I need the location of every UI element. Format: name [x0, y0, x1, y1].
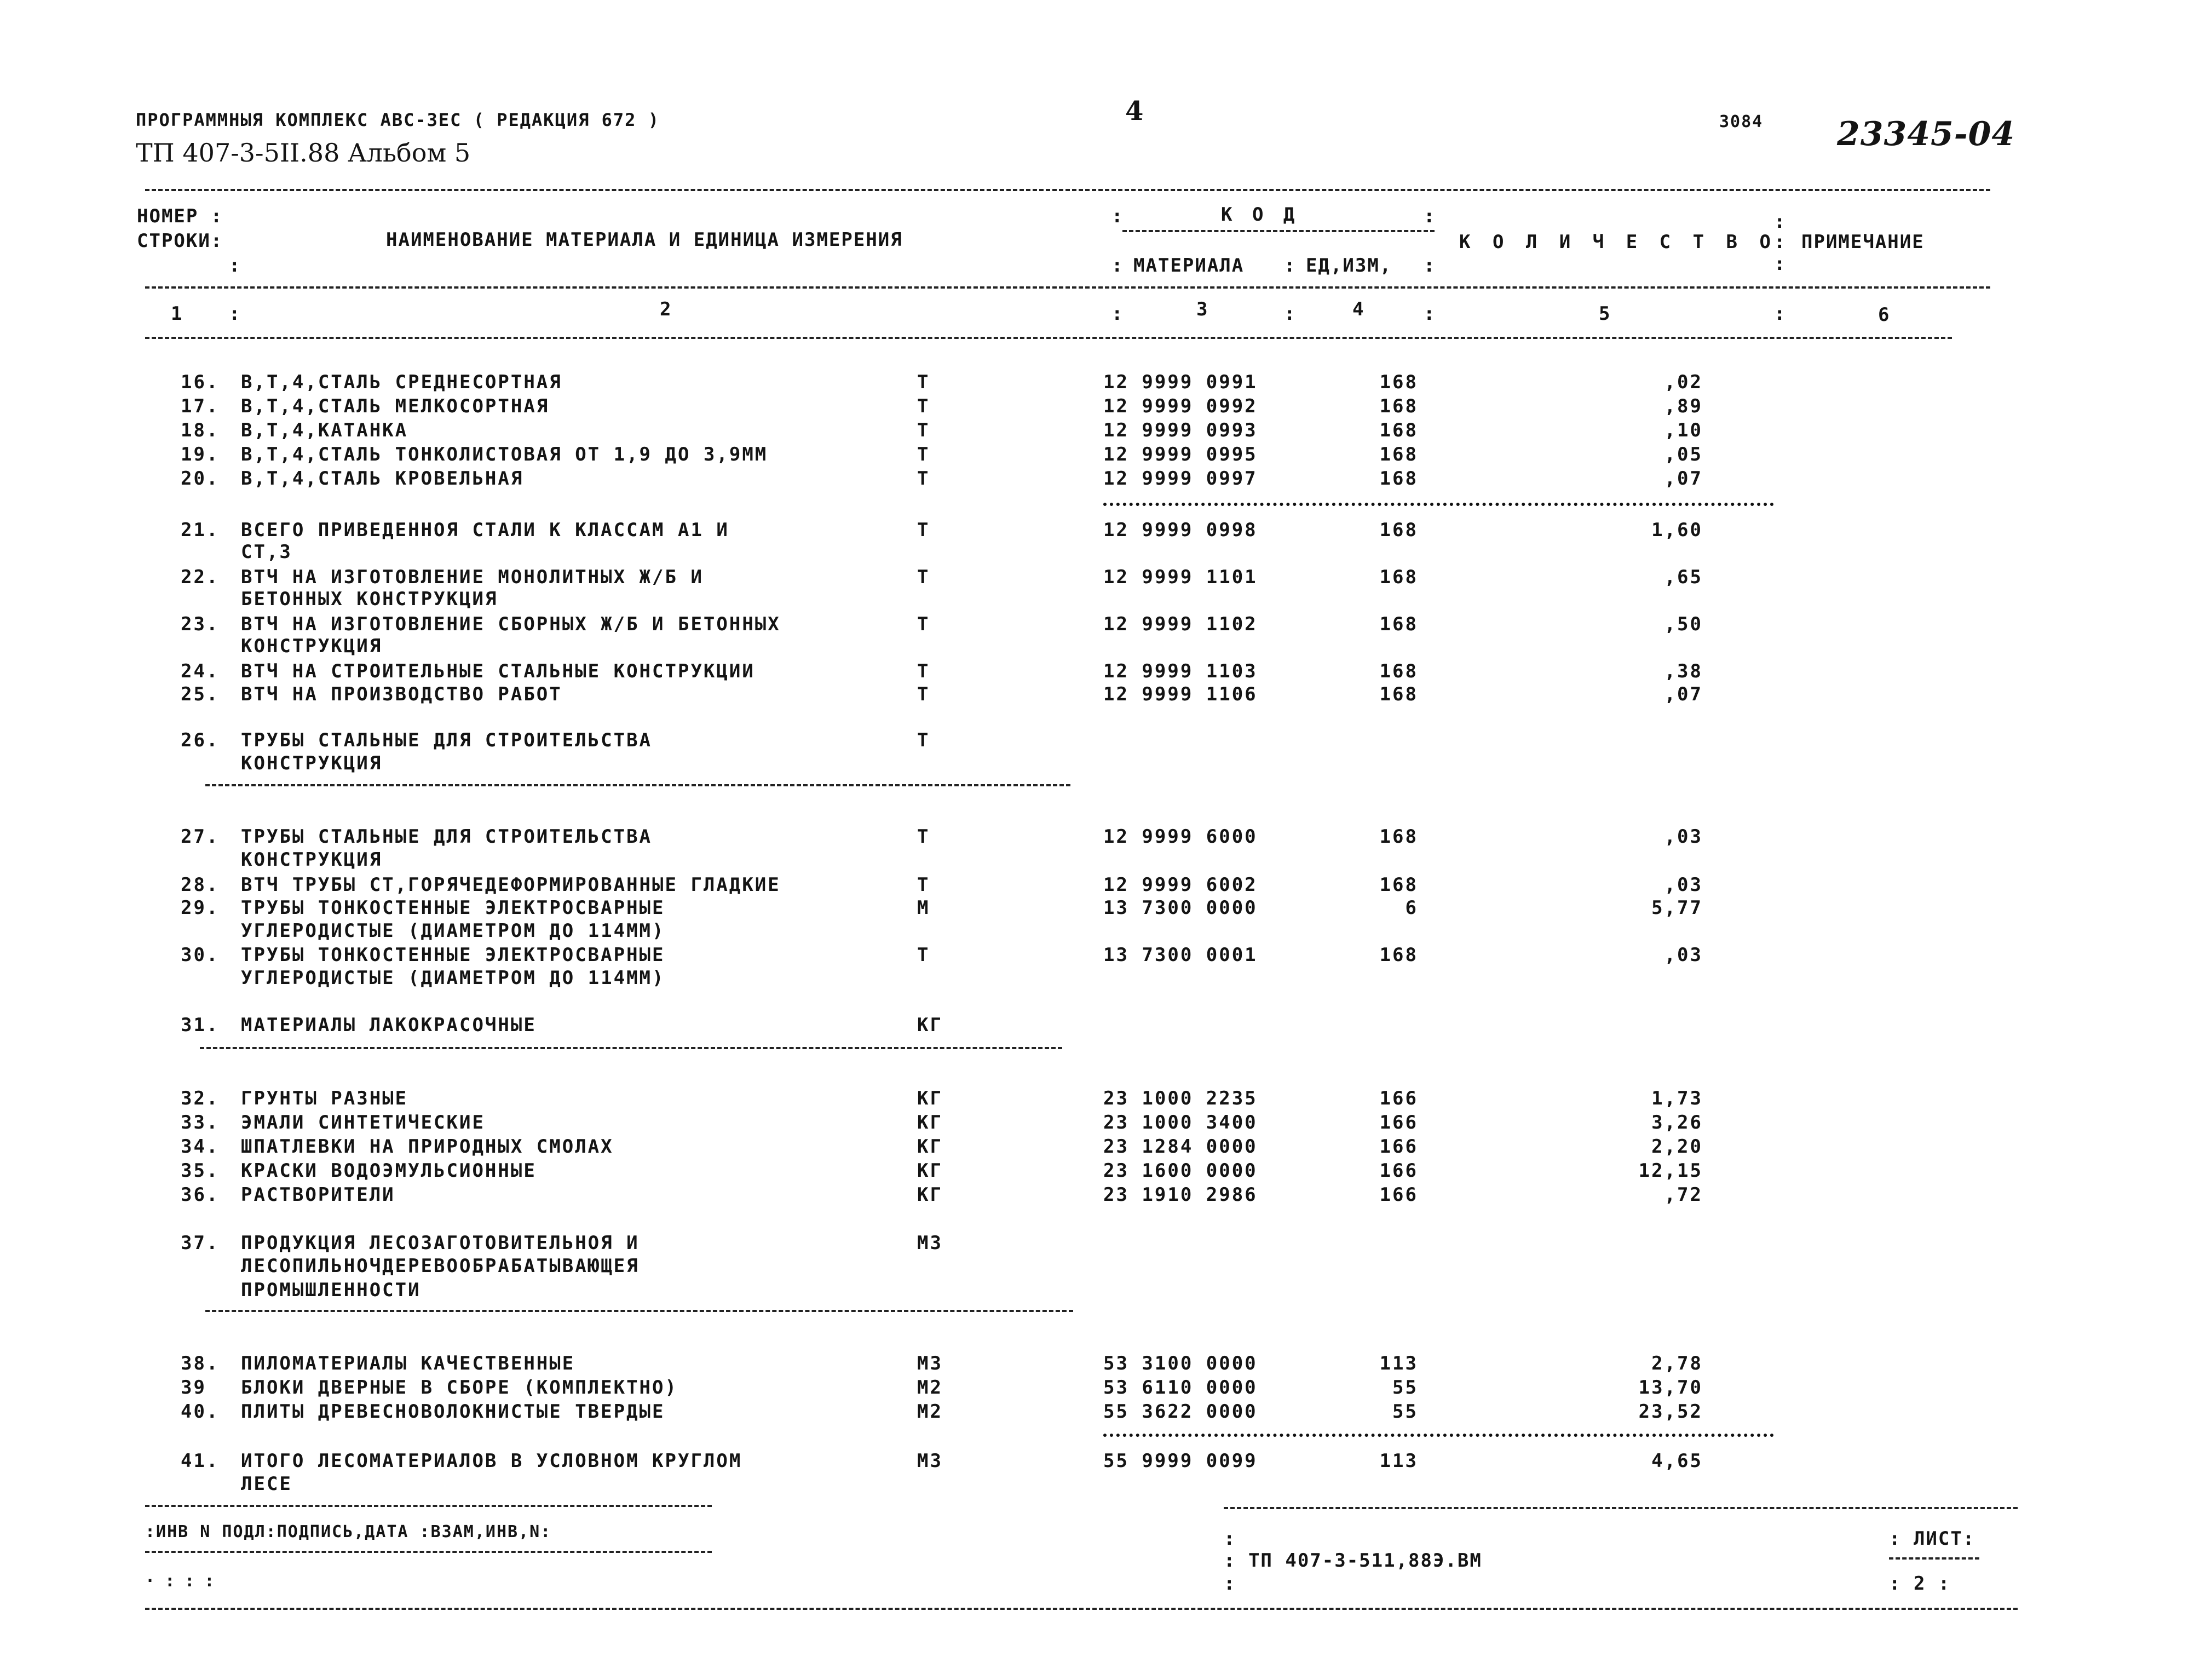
row-ea: 166 [1379, 1136, 1418, 1158]
table-row [0, 1184, 2206, 1208]
row-ea: 168 [1379, 874, 1418, 896]
table-row [0, 729, 2206, 753]
col-index-3: 3 [1196, 298, 1209, 320]
row-name: ВТЧ НА ИЗГОТОВЛЕНИЕ СБОРНЫХ Ж/Б И БЕТОННЫХ [241, 613, 781, 635]
row-name: БЛОКИ ДВЕРНЫЕ В СБОРЕ (КОМПЛЕКТНО) [241, 1377, 678, 1399]
col-sep-unit-right: : [1424, 255, 1436, 277]
row-number: 21. [181, 519, 220, 541]
row-number: 36. [181, 1184, 220, 1206]
footer-doc-code: : ТП 407-3-511,88Э.ВМ [1224, 1550, 1482, 1572]
table-row-continuation [0, 967, 2206, 991]
row-code: 12 9999 0991 [1103, 371, 1258, 393]
footer-sheet-label: : ЛИСТ: [1889, 1528, 1975, 1550]
row-unit: М [917, 897, 930, 919]
row-name: ВТЧ НА СТРОИТЕЛЬНЫЕ СТАЛЬНЫЕ КОНСТРУКЦИИ [241, 660, 755, 682]
row-number: 24. [181, 660, 220, 682]
row-ea: 55 [1392, 1377, 1418, 1399]
table-row [0, 371, 2206, 395]
row-ea: 113 [1379, 1450, 1418, 1472]
row-ea: 113 [1379, 1353, 1418, 1374]
table-row [0, 468, 2206, 492]
row-name: ПИЛОМАТЕРИАЛЫ КАЧЕСТВЕННЫЕ [241, 1353, 575, 1374]
col-sep-unit: : [1284, 255, 1297, 277]
table-row-continuation [0, 588, 2206, 612]
row-unit: Т [917, 566, 930, 588]
row-code: 23 1000 3400 [1103, 1112, 1258, 1134]
row-qty: 12,15 [1638, 1160, 1703, 1182]
col-index-2: 2 [660, 298, 672, 320]
row-qty: ,72 [1664, 1184, 1703, 1206]
footer-rule-left-mid [145, 1551, 712, 1553]
row-qty: 1,73 [1651, 1088, 1703, 1109]
table-row [0, 1353, 2206, 1377]
group-rule [205, 1310, 1073, 1312]
row-unit: М3 [917, 1353, 943, 1374]
row-unit: КГ [917, 1184, 943, 1206]
col-index-6: 6 [1878, 304, 1891, 326]
row-unit: Т [917, 660, 930, 682]
row-code: 53 6110 0000 [1103, 1377, 1258, 1399]
footer-rule-left-top [145, 1505, 712, 1507]
row-code: 55 3622 0000 [1103, 1401, 1258, 1423]
row-ea: 168 [1379, 683, 1418, 705]
table-row [0, 1014, 2206, 1038]
row-unit: Т [917, 874, 930, 896]
row-code: 12 9999 0992 [1103, 395, 1258, 417]
footer-rule-bottom [145, 1608, 2018, 1610]
row-number: 38. [181, 1353, 220, 1374]
row-number: 40. [181, 1401, 220, 1423]
row-unit: Т [917, 444, 930, 465]
row-qty: 5,77 [1651, 897, 1703, 919]
footer-rule-right-top [1224, 1507, 2018, 1509]
row-number: 18. [181, 419, 220, 441]
row-code: 12 9999 0995 [1103, 444, 1258, 465]
row-qty: 13,70 [1638, 1377, 1703, 1399]
row-qty: ,10 [1664, 419, 1703, 441]
header-top-rule [145, 189, 1990, 191]
album-title: ТП 407-3-5II.88 Альбом 5 [136, 138, 471, 168]
table-row [0, 613, 2206, 637]
col-sep-note-1: : [1774, 211, 1787, 233]
row-code: 12 9999 1106 [1103, 683, 1258, 705]
row-name-continuation: КОНСТРУКЦИЯ [241, 752, 383, 774]
row-ea: 168 [1379, 444, 1418, 465]
footer-sheet-number: : 2 : [1889, 1573, 1951, 1595]
row-code: 12 9999 1101 [1103, 566, 1258, 588]
table-row [0, 1377, 2206, 1401]
table-row [0, 444, 2206, 468]
row-qty: ,38 [1664, 660, 1703, 682]
row-qty: 1,60 [1651, 519, 1703, 541]
footer-sep: : [1224, 1528, 1236, 1550]
row-name: ВТЧ ТРУБЫ СТ,ГОРЯЧЕДЕФОРМИРОВАННЫЕ ГЛАДКИЕ [241, 874, 781, 896]
table-row [0, 944, 2206, 968]
doc-id: 3084 [1719, 112, 1764, 131]
row-name: В,Т,4,СТАЛЬ МЕЛКОСОРТНАЯ [241, 395, 550, 417]
row-number: 22. [181, 566, 220, 588]
table-row-continuation [0, 1279, 2206, 1303]
col-code-label: К О Д [1221, 204, 1299, 226]
row-unit: Т [917, 683, 930, 705]
row-qty: 4,65 [1651, 1450, 1703, 1472]
row-code: 23 1600 0000 [1103, 1160, 1258, 1182]
row-unit: М2 [917, 1377, 943, 1399]
row-name: ВТЧ НА ИЗГОТОВЛЕНИЕ МОНОЛИТНЫХ Ж/Б И [241, 566, 704, 588]
row-name: В,Т,4,СТАЛЬ КРОВЕЛЬНАЯ [241, 468, 524, 490]
col-index-4: 4 [1352, 298, 1365, 320]
row-ea: 168 [1379, 371, 1418, 393]
table-row [0, 395, 2206, 419]
table-row [0, 1088, 2206, 1112]
row-code: 13 7300 0000 [1103, 897, 1258, 919]
table-row-continuation [0, 1255, 2206, 1279]
row-ea: 168 [1379, 826, 1418, 848]
row-name: ТРУБЫ СТАЛЬНЫЕ ДЛЯ СТРОИТЕЛЬСТВА [241, 729, 653, 751]
row-ea: 166 [1379, 1184, 1418, 1206]
row-name: РАСТВОРИТЕЛИ [241, 1184, 395, 1206]
table-row-continuation [0, 752, 2206, 776]
row-number: 30. [181, 944, 220, 966]
col-index-sep-5: : [1774, 303, 1787, 325]
row-name: ТРУБЫ ТОНКОСТЕННЫЕ ЭЛЕКТРОСВАРНЫЕ [241, 944, 665, 966]
row-name-continuation: УГЛЕРОДИСТЫЕ (ДИАМЕТРОМ ДО 114ММ) [241, 920, 665, 942]
row-qty: ,03 [1664, 826, 1703, 848]
col-index-sep-1: : [229, 303, 241, 325]
row-number: 26. [181, 729, 220, 751]
table-row [0, 1136, 2206, 1160]
row-name: МАТЕРИАЛЫ ЛАКОКРАСОЧНЫЕ [241, 1014, 537, 1036]
row-number: 28. [181, 874, 220, 896]
row-number: 17. [181, 395, 220, 417]
row-name: ПРОДУКЦИЯ ЛЕСОЗАГОТОВИТЕЛЬНОЯ И [241, 1232, 640, 1254]
table-row [0, 826, 2206, 850]
col-index-5: 5 [1599, 303, 1611, 325]
row-code: 13 7300 0001 [1103, 944, 1258, 966]
table-row [0, 1112, 2206, 1136]
row-unit: М3 [917, 1450, 943, 1472]
header-bottom-rule [145, 337, 1952, 339]
row-qty: ,03 [1664, 944, 1703, 966]
col-index-sep-2: : [1111, 303, 1124, 325]
row-name-continuation: УГЛЕРОДИСТЫЕ (ДИАМЕТРОМ ДО 114ММ) [241, 967, 665, 989]
col-num-label-2: СТРОКИ: [137, 230, 223, 252]
row-name: ВСЕГО ПРИВЕДЕННОЯ СТАЛИ К КЛАССАМ А1 И [241, 519, 729, 541]
program-title: ПРОГРАММНЫЯ КОМПЛЕКС АВС-ЗЕС ( РЕДАКЦИЯ 672 ) [136, 110, 660, 130]
row-unit: Т [917, 613, 930, 635]
row-unit: КГ [917, 1160, 943, 1182]
row-number: 37. [181, 1232, 220, 1254]
row-unit: Т [917, 519, 930, 541]
row-ea: 55 [1392, 1401, 1418, 1423]
table-row [0, 897, 2206, 921]
row-unit: М3 [917, 1232, 943, 1254]
row-ea: 168 [1379, 944, 1418, 966]
table-row-continuation [0, 635, 2206, 659]
row-name-continuation: ЛЕСЕ [241, 1473, 292, 1495]
row-unit: Т [917, 944, 930, 966]
header-mid-rule [145, 286, 1990, 289]
row-number: 33. [181, 1112, 220, 1134]
row-number: 20. [181, 468, 220, 490]
table-row [0, 1450, 2206, 1474]
row-unit: Т [917, 419, 930, 441]
footer-signature-labels: :ИНВ N ПОДЛ:ПОДПИСЬ,ДАТА :ВЗАМ,ИНВ,N: [145, 1522, 552, 1541]
row-unit: Т [917, 826, 930, 848]
row-code: 12 9999 1102 [1103, 613, 1258, 635]
row-name: ТРУБЫ ТОНКОСТЕННЫЕ ЭЛЕКТРОСВАРНЫЕ [241, 897, 665, 919]
row-number: 16. [181, 371, 220, 393]
row-unit: Т [917, 468, 930, 490]
row-name-continuation: ЛЕСОПИЛЬНОЧДЕРЕВООБРАБАТЫВАЮЩЕЯ [241, 1255, 640, 1277]
row-ea: 166 [1379, 1112, 1418, 1134]
footer-sep-2: : [1224, 1573, 1236, 1595]
footer-signature-cells: · : : : [145, 1572, 215, 1591]
col-sep-note-2: : [1774, 231, 1787, 253]
row-name: ПЛИТЫ ДРЕВЕСНОВОЛОКНИСТЫЕ ТВЕРДЫЕ [241, 1401, 665, 1423]
row-name: ИТОГО ЛЕСОМАТЕРИАЛОВ В УСЛОВНОМ КРУГЛОМ [241, 1450, 742, 1472]
row-unit: КГ [917, 1088, 943, 1109]
row-qty: ,89 [1664, 395, 1703, 417]
col-sep-note-3: : [1774, 253, 1787, 275]
row-number: 19. [181, 444, 220, 465]
table-row [0, 660, 2206, 684]
group-rule [205, 784, 1070, 786]
table-row-continuation [0, 1473, 2206, 1497]
col-sep-code-left: : [1111, 205, 1124, 227]
row-unit: М2 [917, 1401, 943, 1423]
row-name: В,Т,4,СТАЛЬ СРЕДНЕСОРТНАЯ [241, 371, 562, 393]
row-name: ГРУНТЫ РАЗНЫЕ [241, 1088, 408, 1109]
row-code: 12 9999 6002 [1103, 874, 1258, 896]
row-qty: ,02 [1664, 371, 1703, 393]
row-code: 23 1284 0000 [1103, 1136, 1258, 1158]
row-name-continuation: КОНСТРУКЦИЯ [241, 635, 383, 657]
row-name: В,Т,4,КАТАНКА [241, 419, 408, 441]
row-qty: ,07 [1664, 468, 1703, 490]
row-code: 12 9999 0997 [1103, 468, 1258, 490]
row-name-continuation: БЕТОННЫХ КОНСТРУКЦИЯ [241, 588, 498, 610]
row-ea: 166 [1379, 1160, 1418, 1182]
row-name-continuation: СТ,3 [241, 541, 292, 563]
row-code: 55 9999 0099 [1103, 1450, 1258, 1472]
table-row-continuation [0, 920, 2206, 944]
row-number: 32. [181, 1088, 220, 1109]
row-number: 39 [181, 1377, 206, 1399]
row-qty: ,07 [1664, 683, 1703, 705]
row-name: В,Т,4,СТАЛЬ ТОНКОЛИСТОВАЯ ОТ 1,9 ДО 3,9ММ [241, 444, 768, 465]
row-code: 23 1910 2986 [1103, 1184, 1258, 1206]
table-row [0, 1160, 2206, 1184]
row-code: 12 9999 0998 [1103, 519, 1258, 541]
col-sep-material: : [1111, 255, 1124, 277]
row-ea: 168 [1379, 660, 1418, 682]
row-qty: 3,26 [1651, 1112, 1703, 1134]
row-number: 41. [181, 1450, 220, 1472]
row-ea: 168 [1379, 566, 1418, 588]
row-ea: 168 [1379, 519, 1418, 541]
row-qty: ,03 [1664, 874, 1703, 896]
table-row [0, 566, 2206, 590]
row-number: 25. [181, 683, 220, 705]
row-number: 27. [181, 826, 220, 848]
row-name-continuation: ПРОМЫШЛЕННОСТИ [241, 1279, 421, 1301]
row-name: ВТЧ НА ПРОИЗВОДСТВО РАБОТ [241, 683, 562, 705]
row-qty: 2,78 [1651, 1353, 1703, 1374]
table-row [0, 1232, 2206, 1256]
row-code: 53 3100 0000 [1103, 1353, 1258, 1374]
row-name: ЭМАЛИ СИНТЕТИЧЕСКИЕ [241, 1112, 485, 1134]
col-unit-label: ЕД,ИЗМ, [1306, 255, 1392, 277]
row-qty: 23,52 [1638, 1401, 1703, 1423]
subtotal-rule [1103, 1434, 1774, 1437]
col-name-label: НАИМЕНОВАНИЕ МАТЕРИАЛА И ЕДИНИЦА ИЗМЕРЕНИЯ [386, 229, 903, 251]
row-code: 12 9999 0993 [1103, 419, 1258, 441]
row-ea: 166 [1379, 1088, 1418, 1109]
row-ea: 6 [1405, 897, 1418, 919]
row-unit: Т [917, 371, 930, 393]
row-qty: ,05 [1664, 444, 1703, 465]
row-code: 12 9999 6000 [1103, 826, 1258, 848]
row-ea: 168 [1379, 419, 1418, 441]
row-code: 12 9999 1103 [1103, 660, 1258, 682]
row-number: 23. [181, 613, 220, 635]
row-name: КРАСКИ ВОДОЭМУЛЬСИОННЫЕ [241, 1160, 537, 1182]
row-ea: 168 [1379, 468, 1418, 490]
row-number: 31. [181, 1014, 220, 1036]
table-row [0, 683, 2206, 707]
col-index-1: 1 [171, 303, 183, 325]
subtotal-rule [1103, 503, 1774, 506]
row-ea: 168 [1379, 613, 1418, 635]
table-row-continuation [0, 849, 2206, 873]
row-code: 23 1000 2235 [1103, 1088, 1258, 1109]
row-unit: КГ [917, 1136, 943, 1158]
table-row [0, 874, 2206, 898]
row-qty: ,65 [1664, 566, 1703, 588]
table-row [0, 419, 2206, 444]
col-note-label: ПРИМЕЧАНИЕ [1801, 231, 1925, 253]
row-name: ШПАТЛЕВКИ НА ПРИРОДНЫХ СМОЛАХ [241, 1136, 614, 1158]
page-number: 4 [1125, 96, 1144, 126]
table-row-continuation [0, 541, 2206, 565]
row-qty: 2,20 [1651, 1136, 1703, 1158]
row-qty: ,50 [1664, 613, 1703, 635]
footer-sheet-rule [1889, 1557, 1979, 1560]
row-unit: Т [917, 729, 930, 751]
row-ea: 168 [1379, 395, 1418, 417]
row-unit: Т [917, 395, 930, 417]
row-number: 34. [181, 1136, 220, 1158]
row-unit: КГ [917, 1112, 943, 1134]
row-unit: КГ [917, 1014, 943, 1036]
col-num-label-1: НОМЕР : [137, 205, 223, 227]
row-name: ТРУБЫ СТАЛЬНЫЕ ДЛЯ СТРОИТЕЛЬСТВА [241, 826, 653, 848]
col-index-sep-4: : [1424, 303, 1436, 325]
col-sep-code-right: : [1424, 205, 1436, 227]
table-row [0, 1401, 2206, 1425]
code-subheader-rule [1122, 230, 1435, 232]
table-row [0, 519, 2206, 543]
group-rule [200, 1047, 1062, 1049]
row-number: 29. [181, 897, 220, 919]
row-number: 35. [181, 1160, 220, 1182]
col-qty-label: К О Л И Ч Е С Т В О [1459, 231, 1776, 253]
col-sep-1: : [229, 255, 241, 277]
row-name-continuation: КОНСТРУКЦИЯ [241, 849, 383, 871]
col-material-label: МАТЕРИАЛА [1133, 255, 1245, 277]
handwritten-stamp: 23345-04 [1837, 115, 2015, 153]
col-index-sep-3: : [1284, 303, 1297, 325]
